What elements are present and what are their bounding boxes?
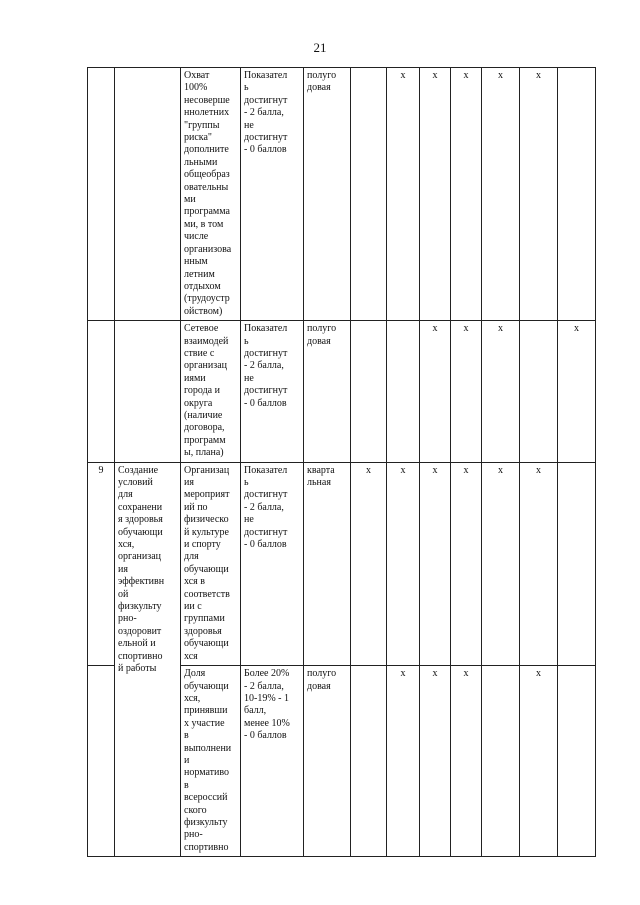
condition-cell [115,321,181,462]
mark-cell: х [482,68,520,321]
mark-cell [558,68,596,321]
mark-cell [351,666,387,857]
indicator-cell: Сетевое взаимодей ствие с организац иями города и округа (наличие договора, программ ы, плана) [181,321,241,462]
mark-cell: х [451,462,482,666]
mark-cell: х [420,321,451,462]
mark-cell: х [420,666,451,857]
mark-cell: х [482,321,520,462]
condition-cell: Создание условий для сохранени я здоровья обучающи хся, организац ия эффективн ой физкульту рно- оздоровит ельной и спортивно й работы [115,462,181,857]
mark-cell: х [558,321,596,462]
mark-cell: х [387,68,420,321]
mark-cell [482,666,520,857]
row-number: 9 [88,462,115,666]
mark-cell: х [451,321,482,462]
condition-cell [115,68,181,321]
row-number [88,666,115,857]
period-cell: полуго довая [304,68,351,321]
criteria-cell: Показател ь достигнут - 2 балла, не достигнут - 0 баллов [241,321,304,462]
table-row [88,68,596,321]
indicator-cell: Доля обучающи хся, принявши х участие в выполнени и нормативо в всероссий ского физкульту рно- спортивно [181,666,241,857]
period-cell: кварта льная [304,462,351,666]
period-cell: полуго довая [304,321,351,462]
mark-cell: х [520,666,558,857]
mark-cell: х [520,462,558,666]
mark-cell: х [351,462,387,666]
criteria-cell: Более 20% - 2 балла, 10-19% - 1 балл, менее 10% - 0 баллов [241,666,304,857]
mark-cell: х [520,68,558,321]
row-number [88,68,115,321]
mark-cell [351,68,387,321]
criteria-cell: Показател ь достигнут - 2 балла, не достигнут - 0 баллов [241,68,304,321]
mark-cell: х [420,68,451,321]
mark-cell: х [420,462,451,666]
mark-cell: х [482,462,520,666]
criteria-table [87,67,596,857]
mark-cell [558,666,596,857]
mark-cell: х [451,666,482,857]
mark-cell: х [387,462,420,666]
mark-cell [387,321,420,462]
period-cell: полуго довая [304,666,351,857]
row-number [88,321,115,462]
table-row [88,462,596,666]
mark-cell: х [451,68,482,321]
indicator-cell: Охват 100% несоверше ннолетних "группы риска" дополните льными общеобраз овательны ми программа ми, в том числе организова нным летним отдыхом (трудоустр ойством) [181,68,241,321]
mark-cell [351,321,387,462]
mark-cell [558,462,596,666]
indicator-cell: Организац ия мероприят ий по физическо й культуре и спорту для обучающи хся в соответств ии с группами здоровья обучающи хся [181,462,241,666]
mark-cell: х [387,666,420,857]
table-row [88,321,596,462]
page-number: 21 [313,40,327,55]
criteria-cell: Показател ь достигнут - 2 балла, не достигнут - 0 баллов [241,462,304,666]
mark-cell [520,321,558,462]
